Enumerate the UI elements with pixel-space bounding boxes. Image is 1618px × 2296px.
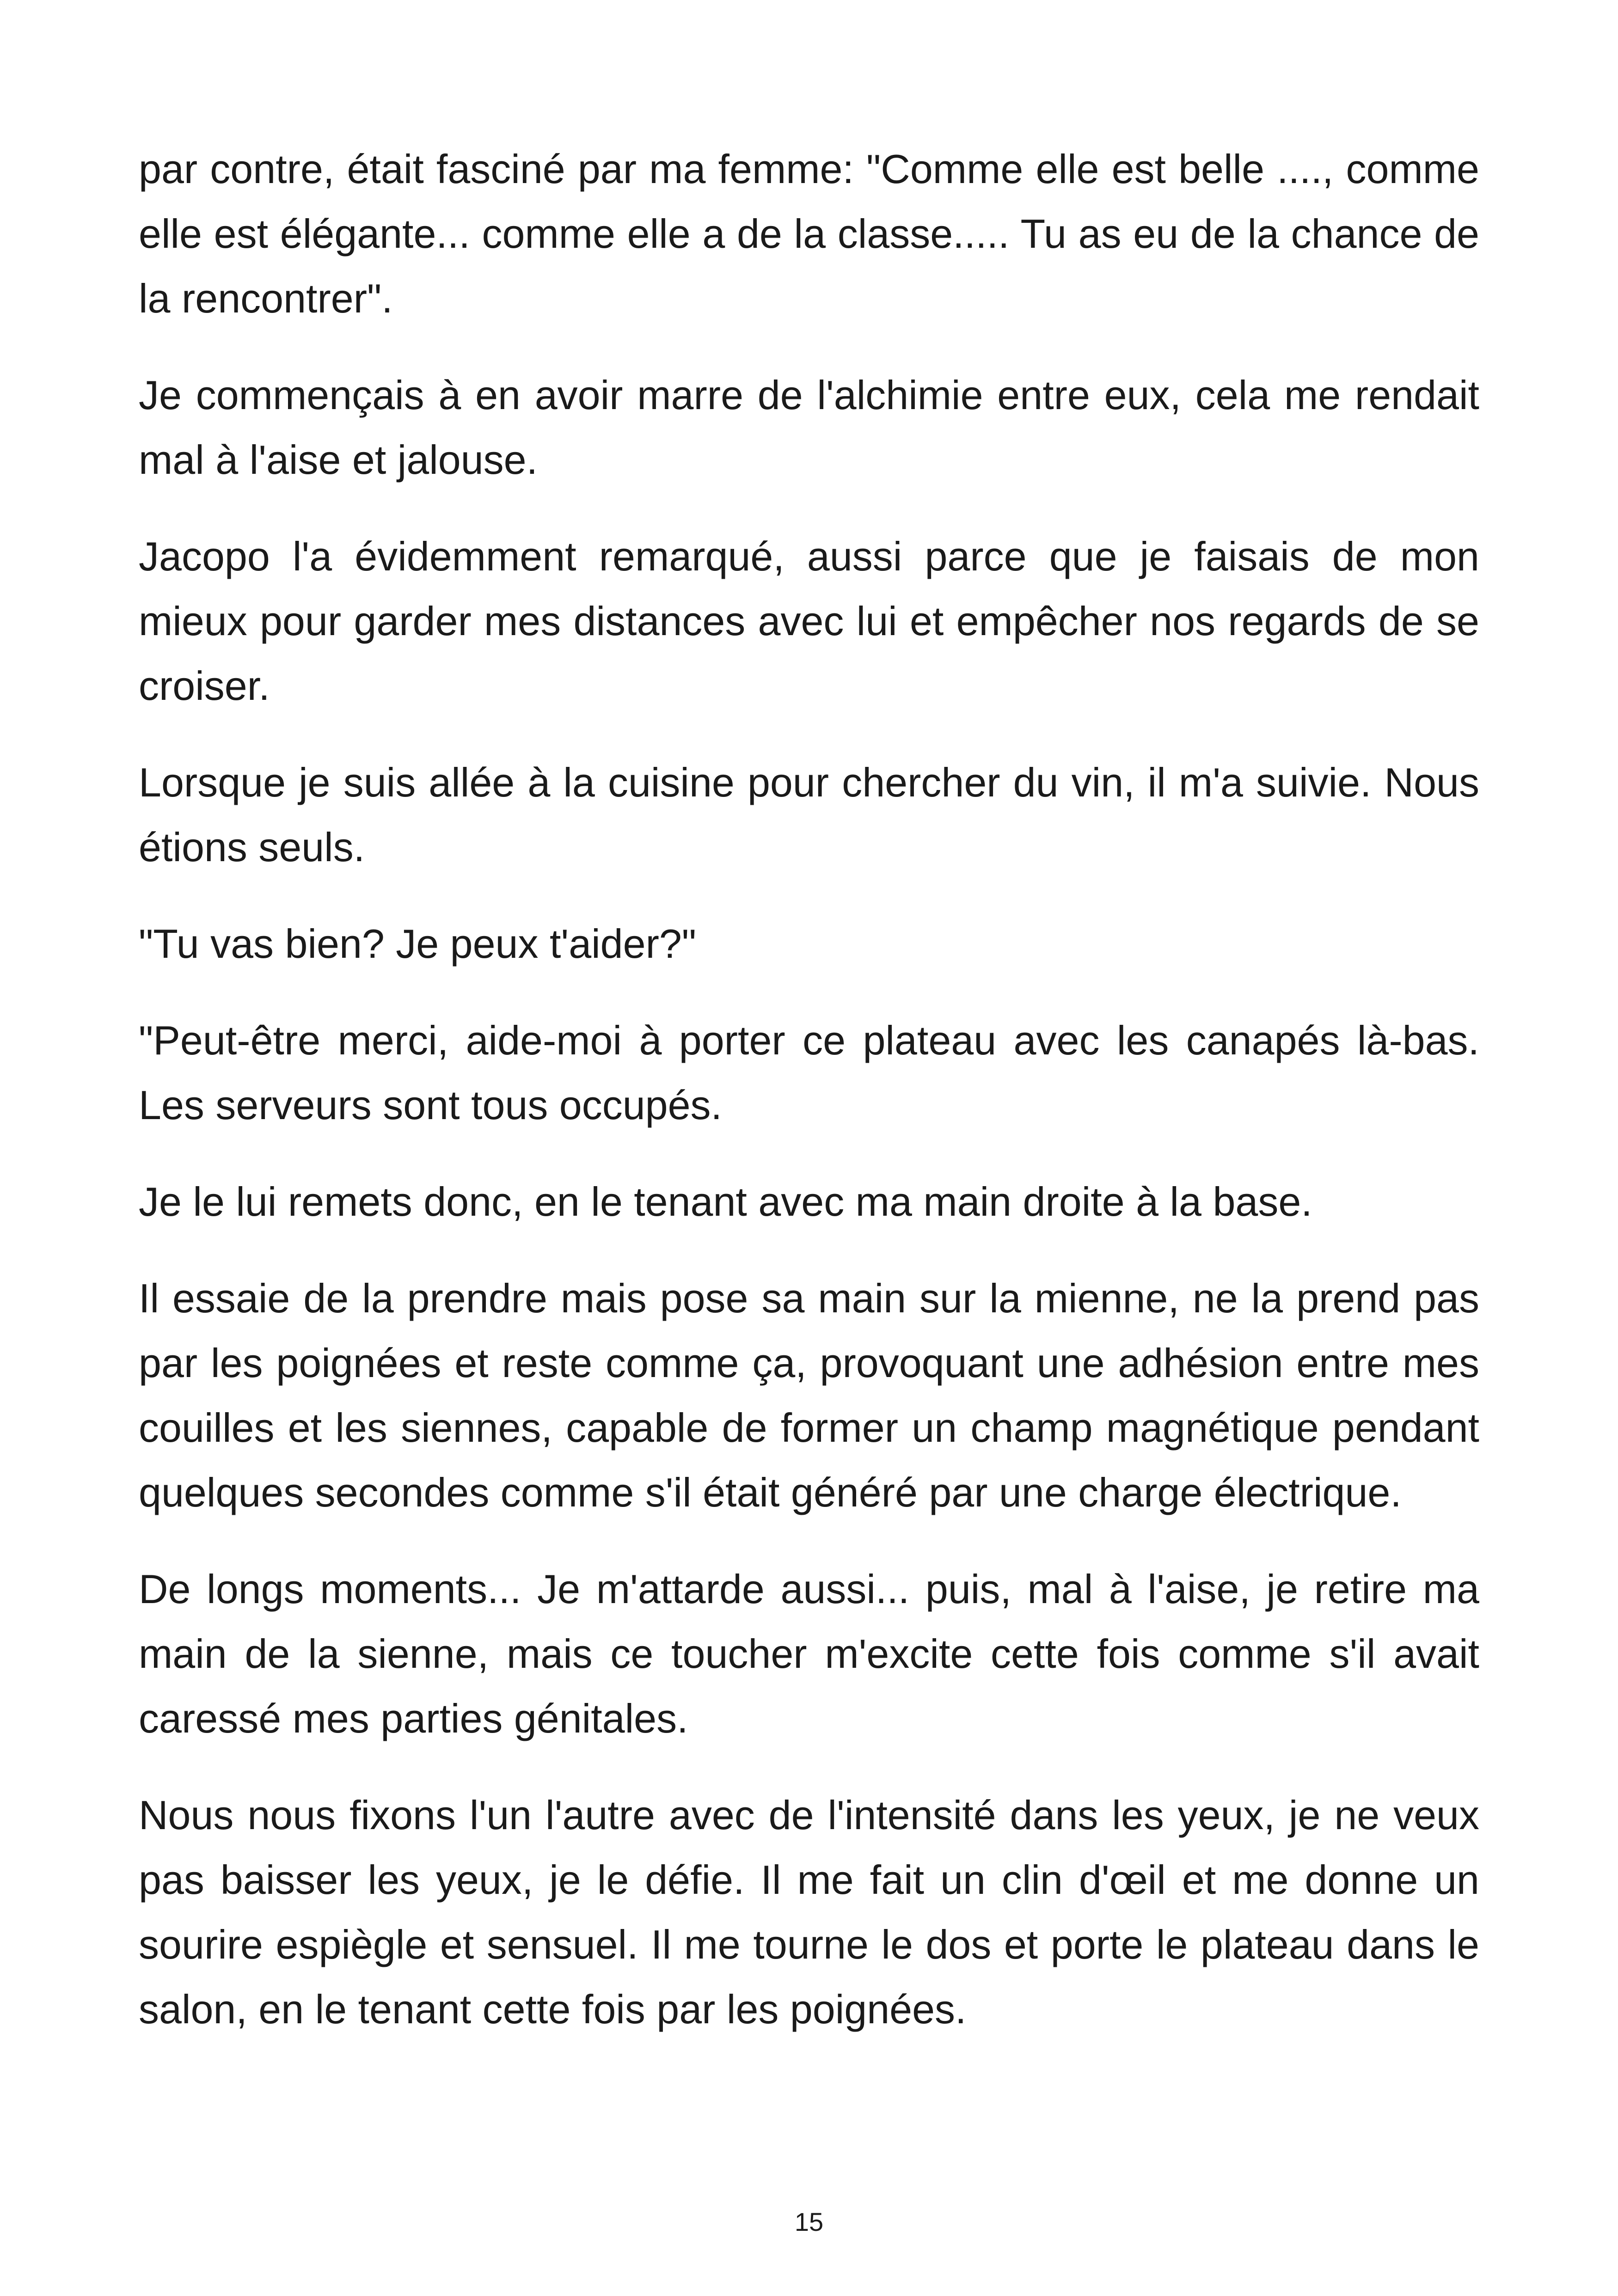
page-number: 15: [794, 2207, 824, 2236]
paragraph: Je commençais à en avoir marre de l'alchimie entre eux, cela me rendait mal à l'aise et jalouse.: [139, 372, 1479, 483]
paragraph: "Tu vas bien? Je peux t'aider?": [139, 921, 697, 967]
paragraph: Je le lui remets donc, en le tenant avec ma main droite à la base.: [139, 1179, 1312, 1225]
paragraph: De longs moments... Je m'attarde aussi... puis, mal à l'aise, je retire ma main de la sienne, mais ce toucher m'excite cette fois comme s'il avait caressé mes parties génitales.: [139, 1566, 1479, 1741]
paragraph: par contre, était fasciné par ma femme: "Comme elle est belle ...., comme elle est élégante... comme elle a de la classe..... Tu as eu de la chance de la rencontrer".: [139, 146, 1479, 321]
text-body: [139, 137, 1479, 2074]
paragraph: Il essaie de la prendre mais pose sa main sur la mienne, ne la prend pas par les poignées et reste comme ça, provoquant une adhésion entre mes couilles et les siennes, capable de former un champ magnétique pendant quelques secondes comme s'il était généré par une charge électrique.: [139, 1275, 1479, 1515]
paragraph: Lorsque je suis allée à la cuisine pour chercher du vin, il m'a suivie. Nous étions seuls.: [139, 759, 1479, 870]
paragraph: Nous nous fixons l'un l'autre avec de l'intensité dans les yeux, je ne veux pas baisser les yeux, je le défie. Il me fait un clin d'œil et me donne un sourire espiègle et sensuel. Il me tourne le dos et porte le plateau dans le salon, en le tenant cette fois par les poignées.: [139, 1792, 1479, 2032]
paragraph: Jacopo l'a évidemment remarqué, aussi parce que je faisais de mon mieux pour garder mes distances avec lui et empêcher nos regards de se croiser.: [139, 533, 1479, 709]
paragraph: "Peut-être merci, aide-moi à porter ce plateau avec les canapés là-bas. Les serveurs sont tous occupés.: [139, 1017, 1479, 1128]
